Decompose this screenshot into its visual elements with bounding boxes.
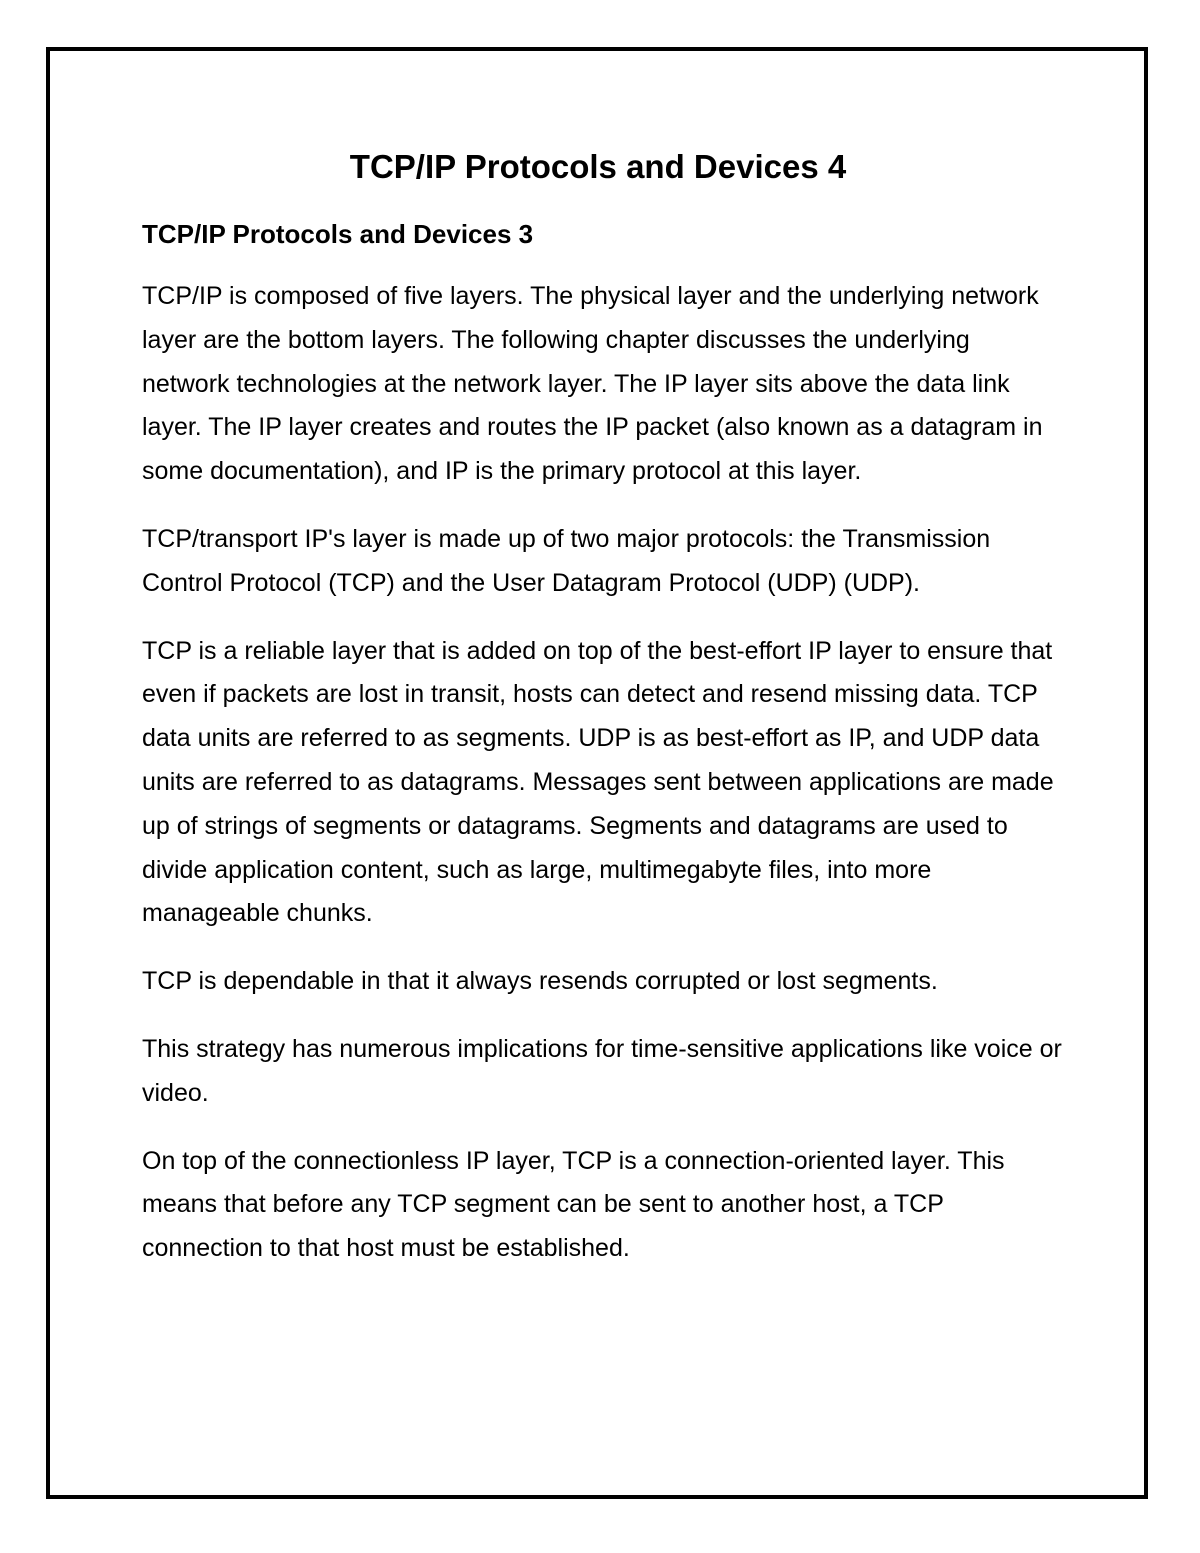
paragraph-transport: TCP/transport IP's layer is made up of two major protocols: the Transmission Control Protocol (TCP) and the User Datagram Protocol (UDP) (UDP). (142, 524, 991, 597)
section-heading: TCP/IP Protocols and Devices 3 (142, 219, 534, 249)
paragraph-connection: On top of the connectionless IP layer, TCP is a connection-oriented layer. This means that before any TCP segment can be sent to another host, a TCP connection to that host must be established. (142, 1146, 1005, 1263)
page-title: TCP/IP Protocols and Devices 4 (349, 148, 847, 185)
document-body (142, 145, 1062, 1271)
paragraph-strategy: This strategy has numerous implications for time-sensitive applications like voice or video. (142, 1034, 1062, 1107)
paragraph-tcp-reliable: TCP is a reliable layer that is added on top of the best-effort IP layer to ensure that even if packets are lost in transit, hosts can detect and resend missing data. TCP data units are referred to as segments. UDP is as best-effort as IP, and UDP data units are referred to as datagrams. Messages sent between applications are made up of strings of segments or datagrams. Segments and datagrams are used to divide application content, such as large, multimegabyte files, into more manageable chunks. (142, 636, 1054, 928)
paragraph-layers: TCP/IP is composed of five layers. The physical layer and the underlying network layer are the bottom layers. The following chapter discusses the underlying network technologies at the network layer. The IP layer sits above the data link layer. The IP layer creates and routes the IP packet (also known as a datagram in some documentation), and IP is the primary protocol at this layer. (142, 282, 1043, 486)
paragraph-tcp-dependable: TCP is dependable in that it always resends corrupted or lost segments. (142, 967, 938, 996)
